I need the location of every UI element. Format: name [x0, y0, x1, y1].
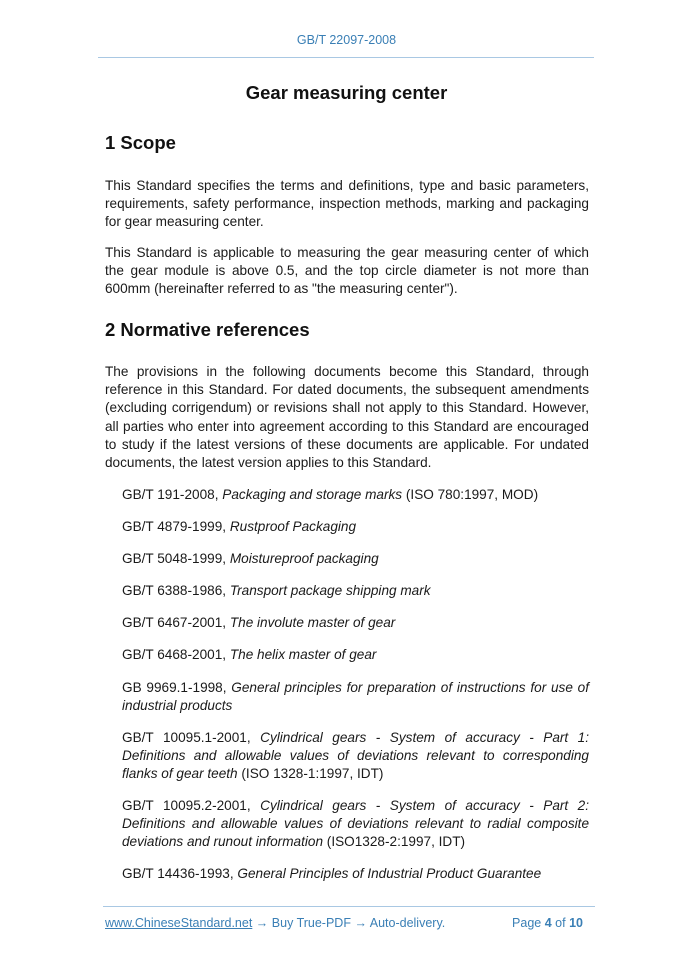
section-normative-references	[105, 319, 589, 341]
footer-divider	[103, 906, 595, 907]
page-current: 4	[544, 916, 552, 930]
scope-paragraph-1-wrap	[105, 177, 589, 232]
reference-item: GB/T 5048-1999, Moistureproof packaging	[122, 551, 379, 566]
scope-paragraph-2-wrap	[105, 244, 589, 299]
reference-item: GB/T 191-2008, Packaging and storage marks (ISO 780:1997, MOD)	[122, 487, 539, 502]
reference-item: GB/T 6467-2001, The involute master of gear	[122, 615, 396, 630]
footer-step-buy: Buy True-PDF	[271, 916, 351, 930]
page-footer	[105, 916, 589, 930]
arrow-right-icon: →	[255, 916, 269, 930]
header-divider	[98, 57, 594, 58]
section-scope	[105, 132, 589, 154]
normative-paragraph-wrap	[105, 363, 589, 472]
scope-paragraph: This Standard specifies the terms and definitions, type and basic parameters, requirements, safety performance, inspection methods, marking and packaging for gear measuring center.	[105, 178, 589, 230]
website-link[interactable]: www.ChineseStandard.net	[105, 916, 253, 930]
page-label: Page	[512, 916, 542, 930]
reference-item: GB/T 10095.1-2001, Cylindrical gears - System of accuracy - Part 1: Definitions and allowable values of deviations relevant to corresponding flanks of gear teeth (ISO 1328-1:1997, IDT)	[122, 730, 590, 782]
page-of: of	[555, 916, 566, 930]
reference-item: GB/T 6388-1986, Transport package shipping mark	[122, 583, 431, 598]
normative-paragraph: The provisions in the following documents become this Standard, through reference in this Standard. For dated documents, the subsequent amendments (excluding corrigendum) or revisions shall not apply to this Standard. However, all parties who enter into agreement according to this Standard are encouraged to study if the latest versions of these documents are applicable. For undated documents, the latest version applies to this Standard.	[105, 364, 589, 471]
reference-item: GB/T 4879-1999, Rustproof Packaging	[122, 519, 357, 534]
running-header: GB/T 22097-2008	[296, 33, 397, 47]
reference-item: GB/T 10095.2-2001, Cylindrical gears - System of accuracy - Part 2: Definitions and allowable values of deviations relevant to radial composite deviations and runout information (ISO1328-2:1997, IDT)	[122, 798, 590, 850]
arrow-right-icon: →	[354, 916, 367, 930]
scope-paragraph: This Standard is applicable to measuring the gear measuring center of which the gear module is above 0.5, and the top circle diameter is not more than 600mm (hereinafter referred to as "the measuring center").	[105, 245, 589, 297]
section-heading: 1 Scope	[105, 132, 176, 153]
footer-step-delivery: Auto-delivery.	[369, 916, 446, 930]
page-total: 10	[569, 916, 583, 930]
reference-item: GB/T 14436-1993, General Principles of Industrial Product Guarantee	[122, 866, 542, 881]
page-indicator	[512, 916, 583, 930]
reference-item: GB 9969.1-1998, General principles for preparation of instructions for use of industrial products	[122, 680, 589, 714]
reference-item: GB/T 6468-2001, The helix master of gear	[122, 647, 377, 662]
document-title: Gear measuring center	[245, 82, 448, 103]
section-heading: 2 Normative references	[105, 319, 310, 340]
